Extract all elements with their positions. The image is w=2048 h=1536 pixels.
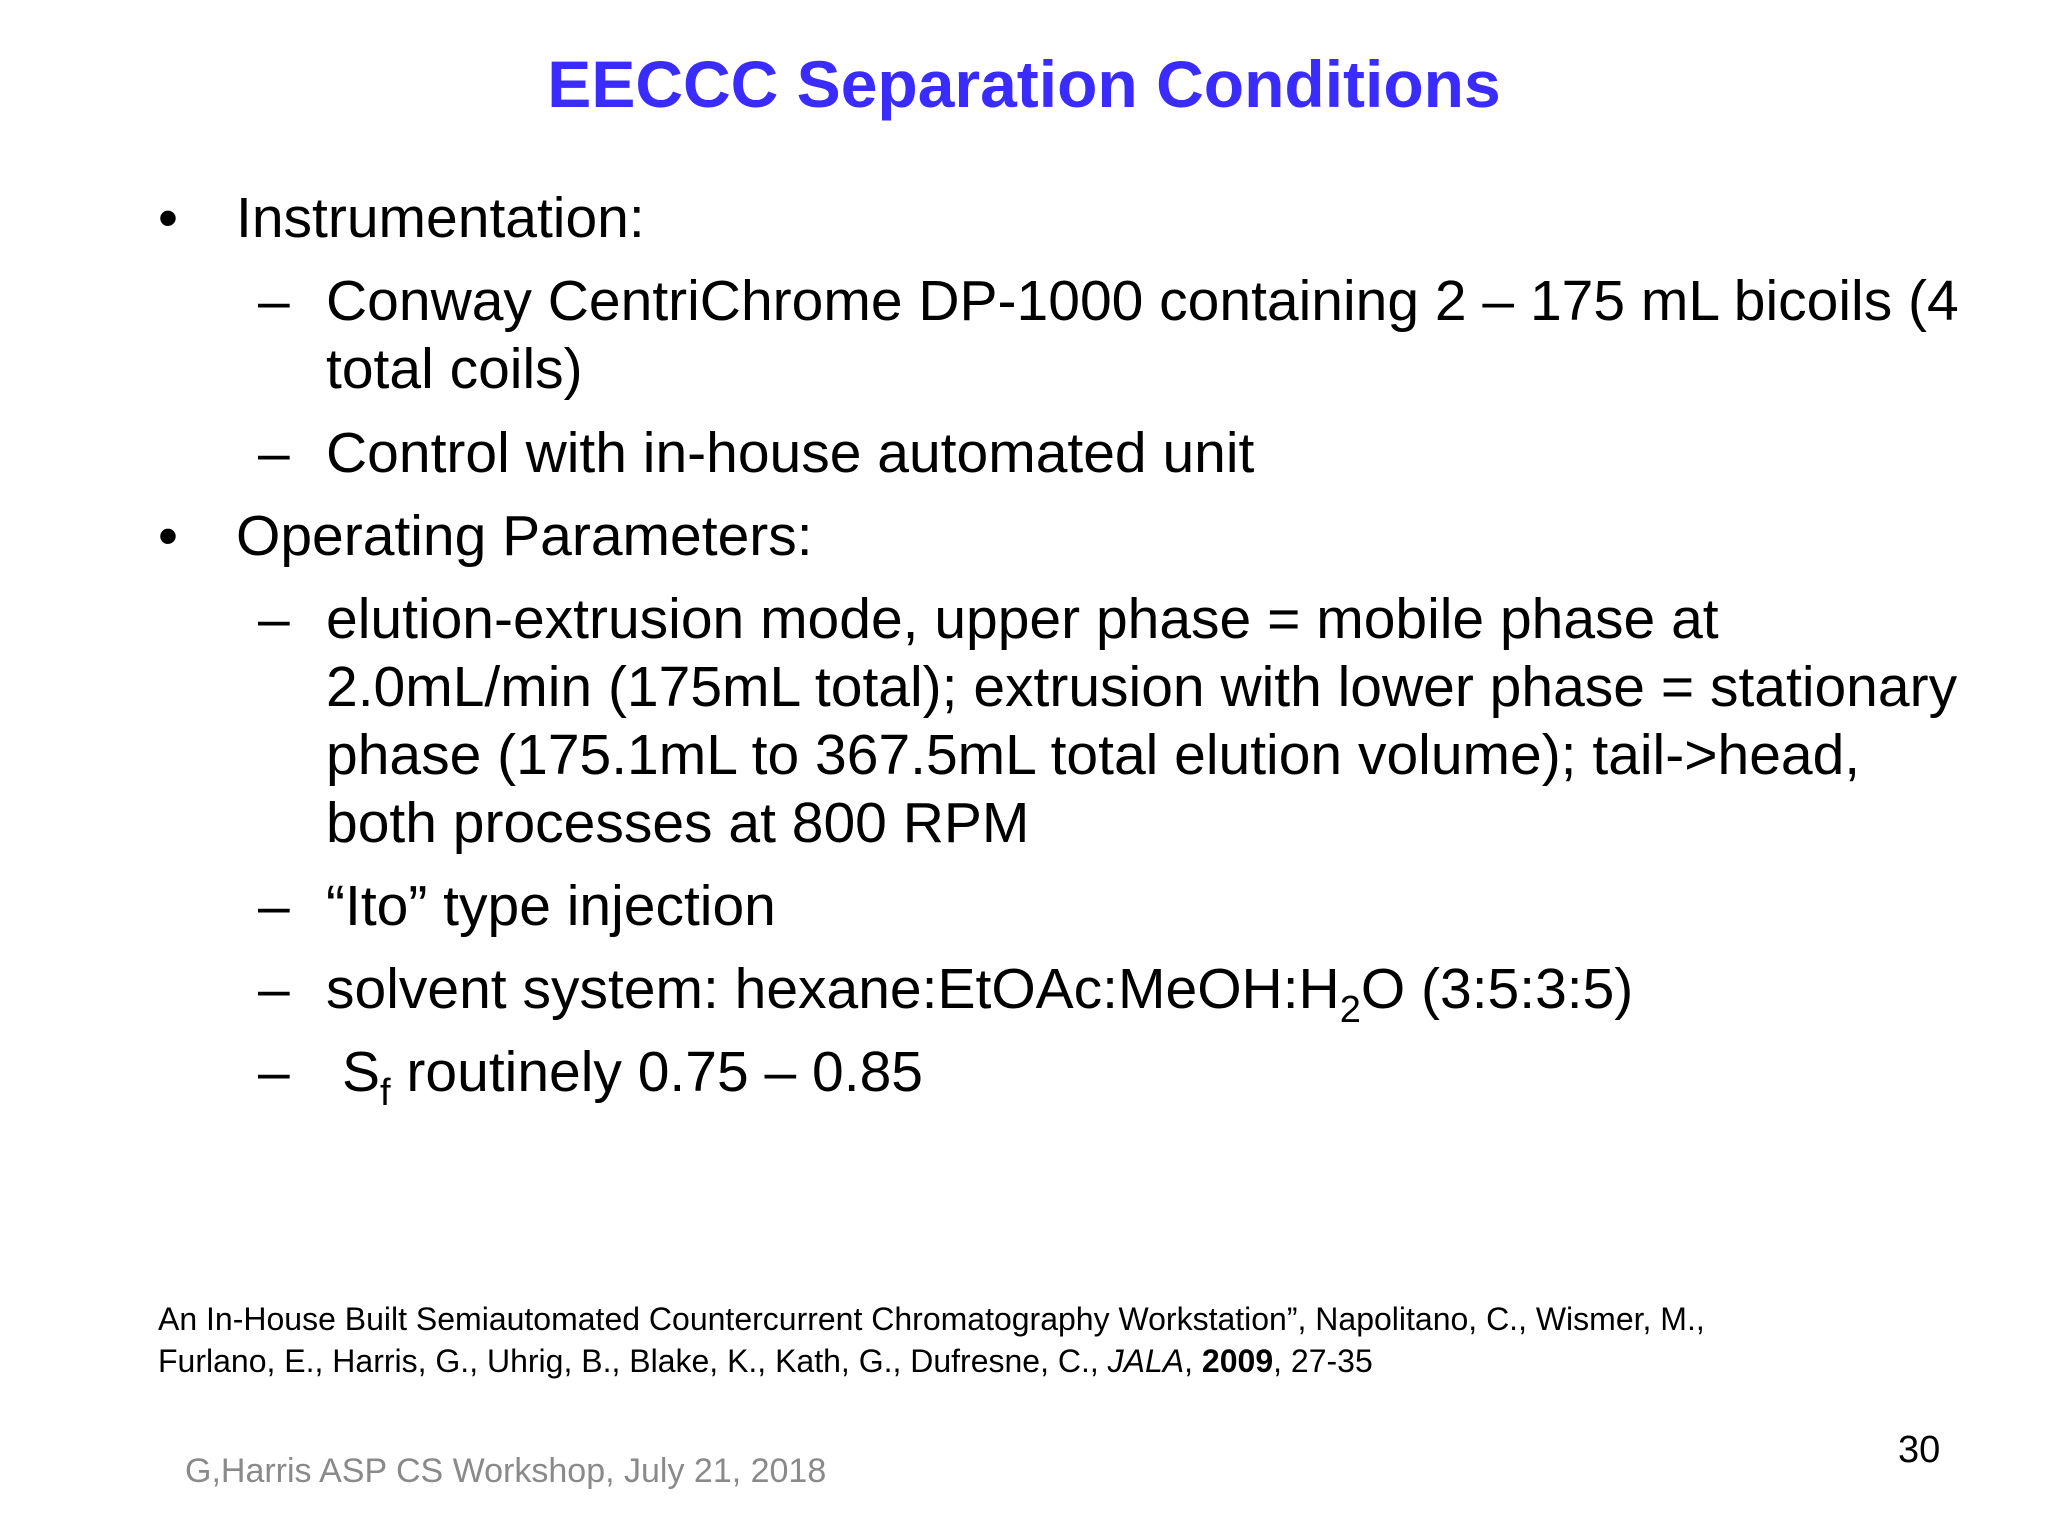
subbullet-elution-line1: elution-extrusion mode, upper phase = mobile phase at	[326, 587, 1719, 651]
sf-symbol: S	[342, 1040, 381, 1104]
dash-marker: –	[258, 874, 290, 938]
reference-year: 2009	[1201, 1343, 1274, 1379]
solvent-text-post: O (3:5:3:5)	[1360, 957, 1634, 1021]
dash-marker: –	[258, 269, 290, 333]
reference-line2	[158, 1340, 1373, 1382]
dash-marker: –	[258, 957, 290, 1021]
reference-line1: An In-House Built Semiautomated Countercurrent Chromatography Workstation”, Napolitano, C., Wismer, M.,	[158, 1301, 1705, 1337]
dash-marker: –	[258, 587, 290, 651]
page-number: 30	[1898, 1429, 1941, 1471]
subbullet-control: Control with in-house automated unit	[326, 421, 1255, 485]
sf-subscript: f	[380, 1072, 391, 1114]
reference-journal: JALA	[1107, 1343, 1185, 1379]
subbullet-elution-line4: both processes at 800 RPM	[326, 791, 1030, 855]
bullet-instrumentation: Instrumentation:	[236, 186, 645, 250]
reference-authors: Furlano, E., Harris, G., Uhrig, B., Blake, K., Kath, G., Dufresne, C.,	[158, 1343, 1108, 1379]
bullet-marker: •	[158, 186, 178, 250]
reference-pages: , 27-35	[1273, 1343, 1373, 1379]
subbullet-elution-line3: phase (175.1mL to 367.5mL total elution volume); tail->head,	[326, 723, 1861, 787]
solvent-subscript: 2	[1339, 989, 1361, 1031]
bullet-marker: •	[158, 504, 178, 568]
solvent-text-pre: solvent system: hexane:EtOAc:MeOH:H	[326, 957, 1340, 1021]
subbullet-ito-injection: “Ito” type injection	[326, 874, 776, 938]
slide-title: EECCC Separation Conditions	[547, 47, 1501, 121]
sf-text-post: routinely 0.75 – 0.85	[390, 1040, 923, 1104]
subbullet-conway-line1: Conway CentriChrome DP-1000 containing 2 – 175 mL bicoils (4	[326, 269, 1959, 333]
subbullet-solvent-system	[326, 955, 1633, 1030]
bullet-operating-parameters: Operating Parameters:	[236, 504, 813, 568]
subbullet-conway-line2: total coils)	[326, 337, 583, 401]
subbullet-sf-retention	[342, 1038, 923, 1113]
reference-separator: ,	[1184, 1343, 1202, 1379]
subbullet-elution-line2: 2.0mL/min (175mL total); extrusion with lower phase = stationary	[326, 655, 1958, 719]
dash-marker: –	[258, 421, 290, 485]
footer-text: G,Harris ASP CS Workshop, July 21, 2018	[185, 1452, 827, 1490]
dash-marker: –	[258, 1040, 290, 1104]
